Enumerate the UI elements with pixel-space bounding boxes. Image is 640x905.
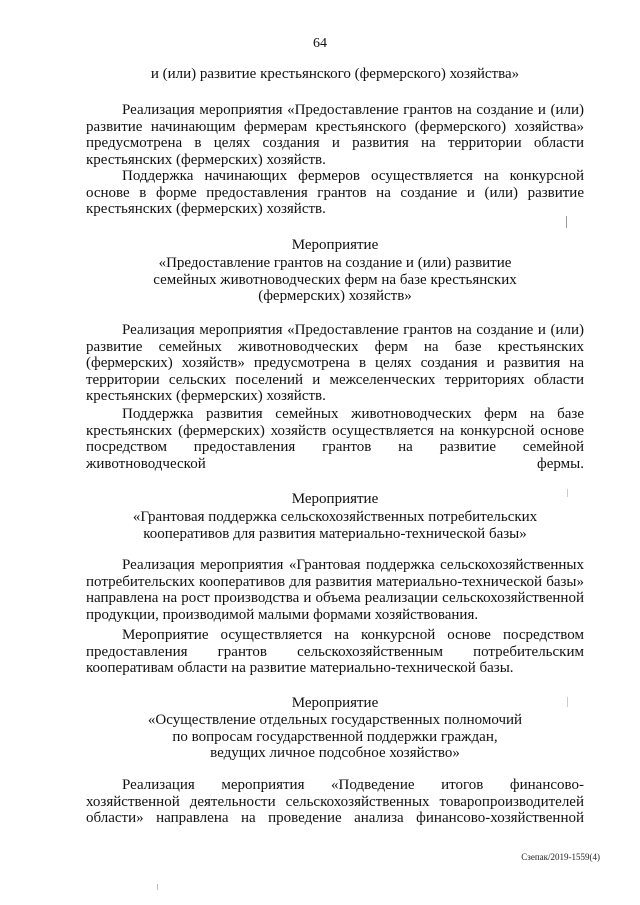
section2-title-line: «Предоставление грантов на создание и (или) развитие [158,255,512,271]
section2-paragraph-1: Реализация мероприятия «Предоставление грантов на создание и (или) развитие семейных животноводческих ферм на базе крестьянских (фермерских) хозяйств» предусмотрена в целях создания и развития на территории сельских поселений и межселенческих территориях области крестьянских (фермерских) хозяйств. [86,322,584,404]
section3-label: Мероприятие [291,491,379,507]
heading-continuation: и (или) развитие крестьянского (фермерского) хозяйства» [150,66,520,82]
section4-paragraph-1: Реализация мероприятия «Подведение итогов финансово-хозяйственной деятельности сельскохозяйственных товаропроизводителей области» направлена на проведение анализа финансово-хозяйственной [86,777,584,826]
section2-title [86,255,584,305]
section3-title-line: кооперативов для развития материально-технической базы» [143,525,527,542]
document-code: Сзепак/2019-1559(4) [521,852,600,862]
section4-title-line: по вопросам государственной поддержки граждан, [172,728,498,745]
section1-paragraph-1: Реализация мероприятия «Предоставление грантов на создание и (или) развитие начинающим фермерам крестьянского (фермерского) хозяйства» предусмотрена в целях создания и развития на территории области крестьянских (фермерских) хозяйств. [86,102,584,168]
section3-paragraph-1: Реализация мероприятия «Грантовая поддержка сельскохозяйственных потребительских кооперативов для развития материально-технической базы» направлена на рост производства и объема реализации сельскохозяйственной продукции, производимой малыми формами хозяйствования. [86,557,584,623]
section4-title [86,712,584,762]
section4-title-line: ведущих личное подсобное хозяйство» [210,745,460,761]
scan-mark [567,697,568,707]
section2-title-line: (фермерских) хозяйств» [258,288,412,304]
page-number: 64 [313,36,327,51]
section2-label: Мероприятие [291,237,379,253]
section4-title-line: «Осуществление отдельных государственных полномочий [147,712,523,728]
section1-paragraph-2: Поддержка начинающих фермеров осуществляется на конкурсной основе в форме предоставления грантов на создание и (или) развитие крестьянских (фермерских) хозяйств. [86,168,584,217]
scan-mark [566,216,567,228]
section4-label: Мероприятие [291,695,379,711]
section3-paragraph-2: Мероприятие осуществляется на конкурсной основе посредством предоставления грантов сельскохозяйственным потребительским кооперативам области на развитие материально-технической базы. [86,627,584,676]
section3-title [86,509,584,542]
section3-title-line: «Грантовая поддержка сельскохозяйственных потребительских [132,509,538,525]
section2-paragraph-2: Поддержка развития семейных животноводческих ферм на базе крестьянских (фермерских) хозяйств осуществляется на конкурсной основе посредством предоставления грантов на развитие семейной животноводческой фермы. [86,406,584,472]
scan-mark [567,489,568,497]
scan-mark [157,884,158,890]
section2-title-line: семейных животноводческих ферм на базе крестьянских [153,271,517,288]
